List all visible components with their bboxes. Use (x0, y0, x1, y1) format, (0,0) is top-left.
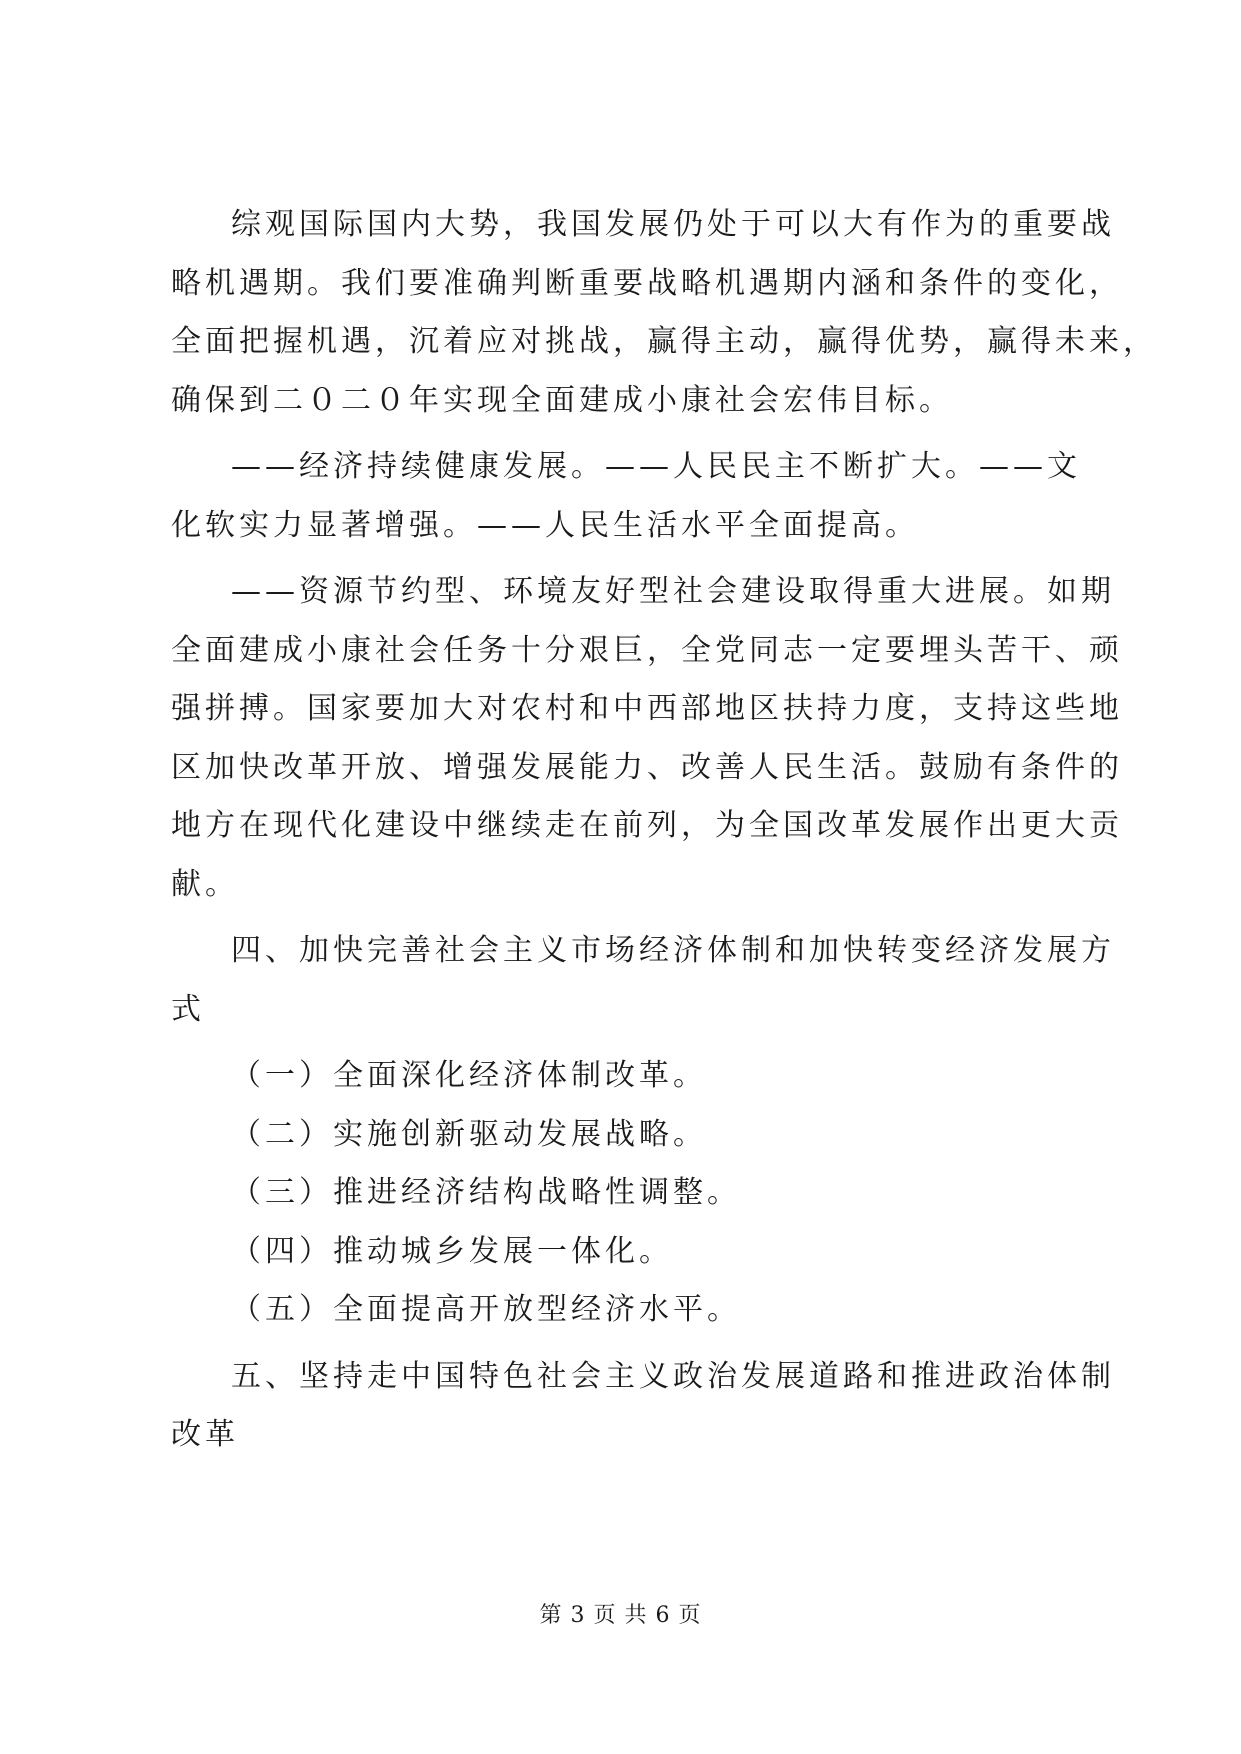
subsection-item: （三）推进经济结构战略性调整。 (231, 1175, 741, 1210)
document-body (171, 196, 1157, 1465)
paragraph-line: ——经济持续健康发展。——人民民主不断扩大。——文 (231, 449, 1081, 484)
subsection-item: （五）全面提高开放型经济水平。 (231, 1292, 741, 1327)
paragraph-line: 全面建成小康社会任务十分艰巨，全党同志一定要埋头苦干、顽 (171, 632, 1123, 668)
section-heading-line: 四、加快完善社会主义市场经济体制和加快转变经济发展方 (231, 933, 1115, 968)
paragraph-line: 区加快改革开放、增强发展能力、改善人民生活。鼓励有条件的 (171, 749, 1123, 785)
paragraph-line: 确保到二０二０年实现全面建成小康社会宏伟目标。 (171, 382, 953, 418)
section-heading-line: 改革 (171, 1417, 239, 1452)
subsection-item: （二）实施创新驱动发展战略。 (231, 1116, 707, 1152)
paragraph-line: 全面把握机遇，沉着应对挑战，赢得主动，赢得优势，赢得未来， (171, 324, 1157, 359)
paragraph-line: 地方在现代化建设中继续走在前列，为全国改革发展作出更大贡 (171, 808, 1123, 843)
subsection-item: （四）推动城乡发展一体化。 (231, 1233, 673, 1269)
paragraph-line: 略机遇期。我们要准确判断重要战略机遇期内涵和条件的变化， (171, 265, 1123, 301)
paragraph-line: 综观国际国内大势，我国发展仍处于可以大有作为的重要战 (231, 207, 1115, 242)
paragraph-line: 献。 (171, 866, 239, 902)
paragraph-line: 强拼搏。国家要加大对农村和中西部地区扶持力度，支持这些地 (171, 691, 1123, 726)
section-heading-line: 式 (171, 991, 205, 1027)
page-number-footer: 第 3 页 共 6 页 (539, 1603, 702, 1628)
paragraph-line: 化软实力显著增强。——人民生活水平全面提高。 (171, 507, 919, 543)
subsection-item: （一）全面深化经济体制改革。 (231, 1058, 707, 1093)
paragraph-line: ——资源节约型、环境友好型社会建设取得重大进展。如期 (231, 574, 1115, 609)
section-heading-line: 五、坚持走中国特色社会主义政治发展道路和推进政治体制 (231, 1358, 1115, 1394)
